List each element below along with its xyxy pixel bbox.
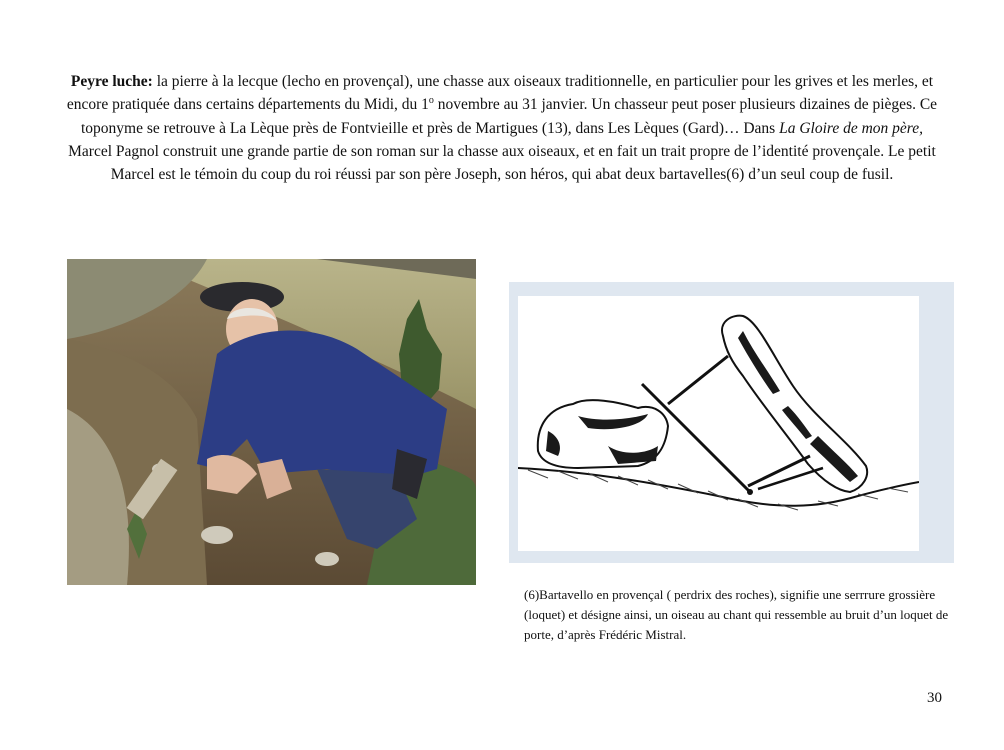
paragraph-part1: la pierre à la lecque (lecho en provençal), une chasse aux oiseaux traditionnelle, en particulier pour les grives et les merles, et encore pratiquée dans certains départements du Midi, du 1	[66, 73, 934, 114]
page-number: 30	[927, 690, 942, 706]
footnote-caption: (6)Bartavello en provençal ( perdrix des roches), signifie une serrrure grossière (loquet) et désigne ainsi, un oiseau au chant qui ressemble au bruit d’un loquet de porte, d’après Frédéric Mistral.	[524, 587, 949, 642]
paragraph-part2: novembre au 31 janvier. Un chasseur peut poser plusieurs dizaines de pièges. Ce toponyme se retrouve à La Lèque près de Fontvieille et près de Martigues (13), dans Les Lèques (Gard)… Dans	[80, 96, 938, 137]
ordinal-superscript: o	[428, 95, 434, 107]
stone-trap-drawing	[518, 296, 919, 551]
illustration-frame	[509, 282, 954, 563]
trap-illustration	[518, 296, 919, 551]
paragraph-part3: Marcel Pagnol construit une grande partie de son roman sur la chasse aux oiseaux, et en fait un trait propre de l’identité provençale. Le petit Marcel est le témoin du coup du roi réussi par son père Joseph, son héros, qui abat deux bartavelles(6) d’un seul coup de fusil.	[68, 142, 936, 184]
term-peyre-luche: Peyre luche:	[70, 73, 153, 90]
hunter-photo-image	[67, 259, 476, 585]
hunter-photo	[67, 259, 476, 585]
book-title: La Gloire de mon père,	[779, 119, 924, 137]
main-paragraph	[60, 70, 944, 186]
